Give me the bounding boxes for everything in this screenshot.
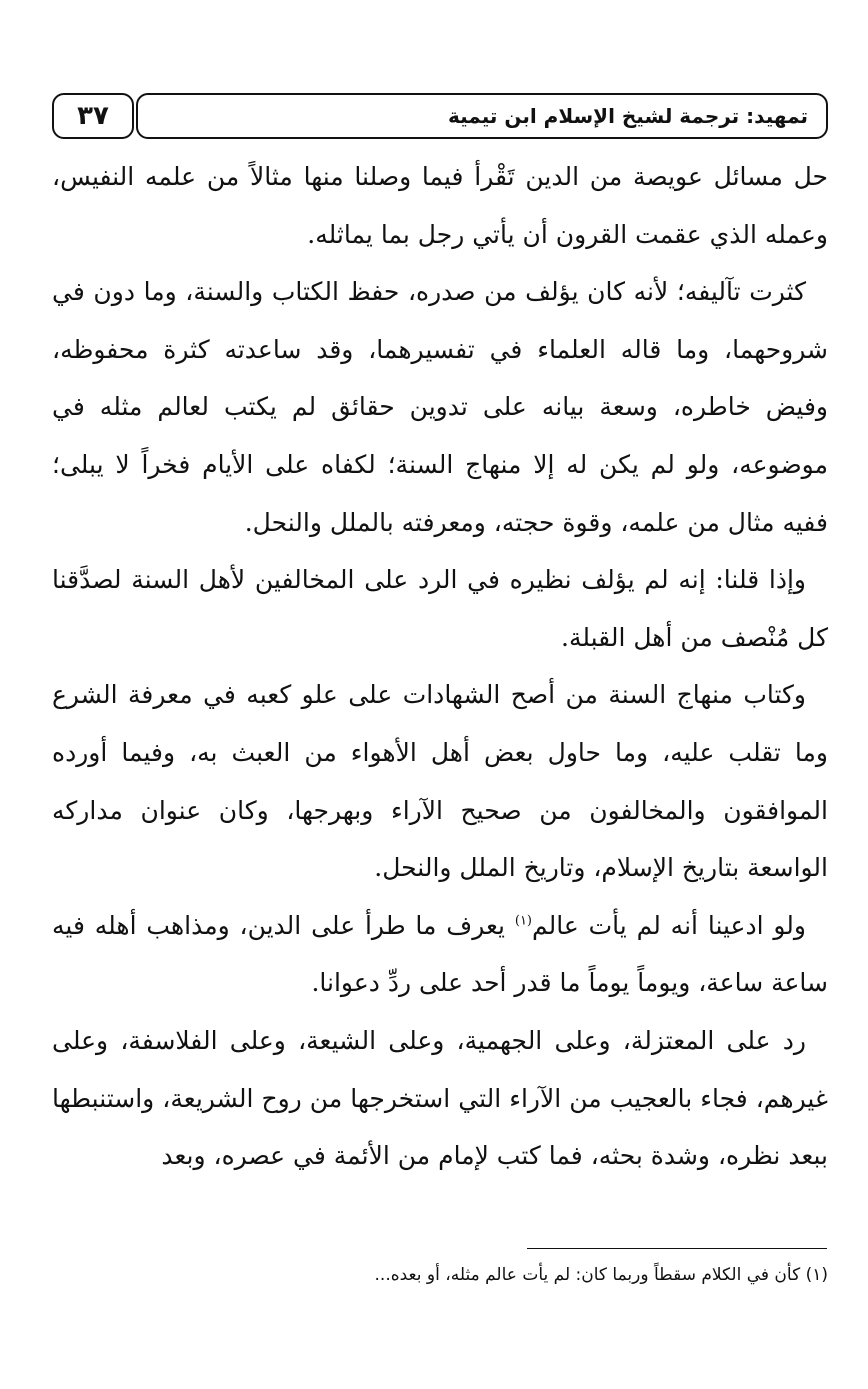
footnote-marker: (١) <box>514 913 532 929</box>
paragraph-3: وإذا قلنا: إنه لم يؤلف نظيره في الرد على المخالفين لأهل السنة لصدَّقنا كل مُنْصف من أهل القبلة. <box>52 565 828 652</box>
paragraph-2: كثرت تآليفه؛ لأنه كان يؤلف من صدره، حفظ الكتاب والسنة، وما دون في شروحهما، وما قاله العلماء في تفسيرهما، وقد ساعدته كثرة محفوظه، وفيض خاطره، وسعة بيانه على تدوين حقائق لم يكتب لعالم مثله في موضوعه، ولو لم يكن له إلا منهاج السنة؛ لكفاه على الأيام فخراً لا يبلى؛ ففيه مثال من علمه، وقوة حجته، ومعرفته بالملل والنحل. <box>52 277 828 537</box>
paragraph-5-end: يعرف ما طرأ على الدين، ومذاهب أهله فيه ساعة ساعة، ويوماً يوماً ما قدر أحد على ردِّ دعوانا. <box>52 910 828 998</box>
paragraph-6: رد على المعتزلة، وعلى الجهمية، وعلى الشيعة، وعلى الفلاسفة، وعلى غيرهم، فجاء بالعجيب من الآراء التي استخرجها من روح الشريعة، واستنبطها ببعد نظره، وشدة بحثه، فما كتب لإمام من الأئمة في عصره، وبعد <box>52 1025 828 1171</box>
running-title: تمهيد: ترجمة لشيخ الإسلام ابن تيمية <box>136 93 828 139</box>
paragraph-5-start: ولو ادعينا أنه لم يأت عالم <box>532 910 806 940</box>
paragraph-5 <box>52 897 828 1012</box>
paragraph-4: وكتاب منهاج السنة من أصح الشهادات على علو كعبه في معرفة الشرع وما تقلب عليه، وما حاول بعض أهل الأهواء من العبث به، وفيما أورده الموافقون والمخالفون من صحيح الآراء وبهرجها، وكان عنوان مداركه الواسعة بتاريخ الإسلام، وتاريخ الملل والنحل. <box>52 680 828 883</box>
footnote-divider <box>527 1248 827 1249</box>
body-text <box>52 148 828 1185</box>
paragraph-1: حل مسائل عويصة من الدين تَقْرأ فيما وصلنا منها مثالاً من علمه النفيس، وعمله الذي عقمت القرون أن يأتي رجل بما يماثله. <box>52 162 828 249</box>
page-header <box>52 93 828 143</box>
page-number: ٣٧ <box>52 93 134 139</box>
footnote: (١) كأن في الكلام سقطاً وربما كان: لم يأت عالم مثله، أو بعده... <box>374 1265 828 1285</box>
